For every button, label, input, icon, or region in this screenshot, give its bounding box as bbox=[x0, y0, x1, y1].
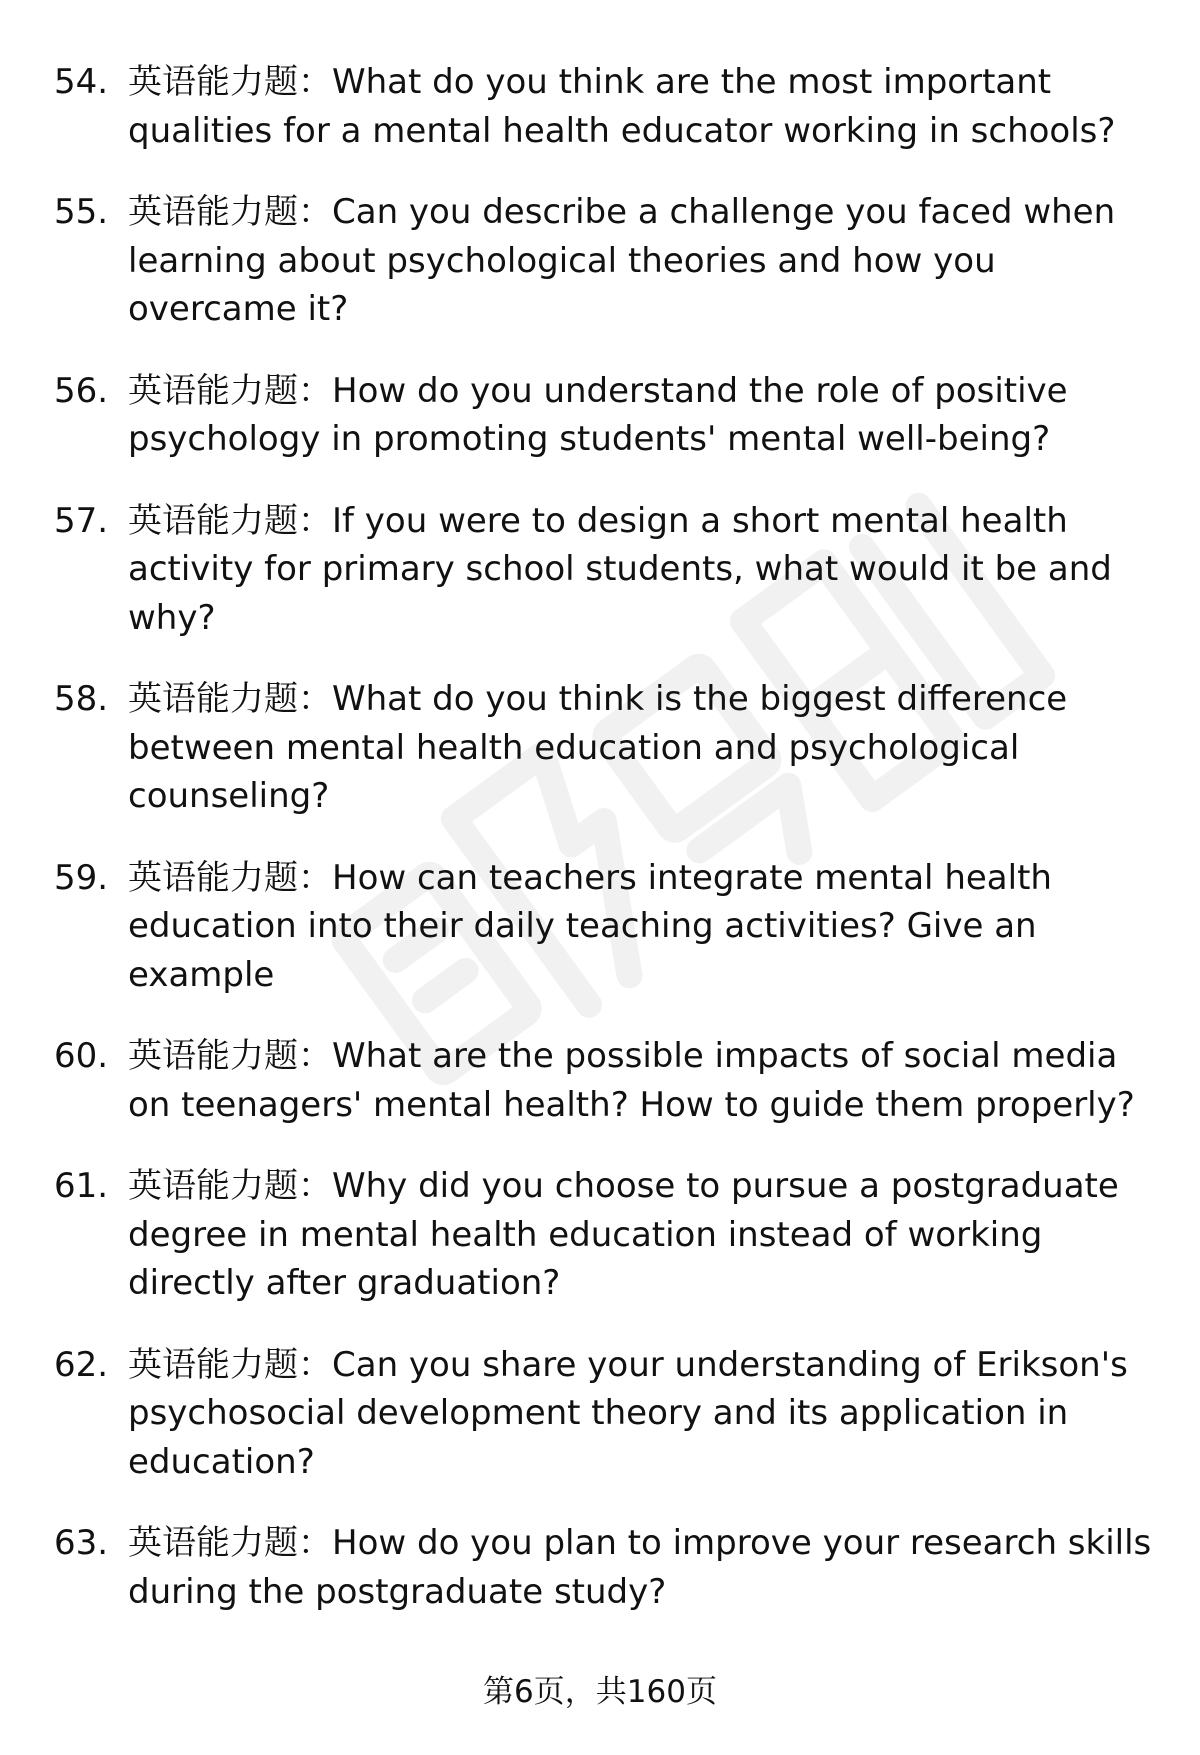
question-number: 54. bbox=[54, 62, 109, 102]
question-item-57 bbox=[54, 497, 1154, 643]
question-prefix: 英语能力题： bbox=[128, 1036, 332, 1076]
question-body: What do you think are the most important qualities for a mental health educator working in schools? bbox=[128, 62, 1116, 151]
question-text bbox=[128, 854, 1154, 1000]
question-number: 61. bbox=[54, 1166, 109, 1206]
question-text bbox=[128, 1162, 1154, 1308]
question-item-61 bbox=[54, 1162, 1154, 1308]
question-text bbox=[128, 58, 1154, 155]
page-number-footer: 第6页，共160页 bbox=[483, 1674, 717, 1710]
question-text bbox=[128, 1519, 1154, 1616]
question-number: 55. bbox=[54, 192, 109, 232]
question-item-58 bbox=[54, 675, 1154, 821]
question-number: 63. bbox=[54, 1523, 109, 1563]
question-text bbox=[128, 497, 1154, 643]
question-number: 58. bbox=[54, 679, 109, 719]
question-prefix: 英语能力题： bbox=[128, 857, 332, 898]
question-body: Can you share your understanding of Erikson's psychosocial development theory and its application in education? bbox=[128, 1344, 1128, 1482]
question-body: If you were to design a short mental health activity for primary school students, what would it be and why? bbox=[128, 500, 1112, 638]
question-item-55 bbox=[54, 188, 1154, 334]
question-prefix: 英语能力题： bbox=[128, 1523, 332, 1563]
question-number: 59. bbox=[54, 857, 109, 898]
question-body: Can you describe a challenge you faced when learning about psychological theories and how you overcame it? bbox=[128, 192, 1116, 329]
question-prefix: 英语能力题： bbox=[128, 62, 332, 102]
question-prefix: 英语能力题： bbox=[128, 370, 332, 411]
question-number: 56. bbox=[54, 370, 109, 411]
question-number: 62. bbox=[54, 1344, 109, 1385]
question-body: Why did you choose to pursue a postgraduate degree in mental health education instead of working directly after graduation? bbox=[128, 1166, 1119, 1303]
question-text bbox=[128, 1032, 1154, 1129]
question-prefix: 英语能力题： bbox=[128, 1166, 332, 1206]
question-prefix: 英语能力题： bbox=[128, 1344, 332, 1385]
question-item-63 bbox=[54, 1519, 1154, 1616]
question-item-54 bbox=[54, 58, 1154, 155]
question-number: 57. bbox=[54, 500, 109, 541]
question-list bbox=[54, 58, 1154, 1649]
question-number: 60. bbox=[54, 1036, 109, 1076]
question-text bbox=[128, 1341, 1154, 1487]
question-prefix: 英语能力题： bbox=[128, 192, 332, 232]
question-item-60 bbox=[54, 1032, 1154, 1129]
question-item-56 bbox=[54, 367, 1154, 464]
question-prefix: 英语能力题： bbox=[128, 500, 332, 541]
question-body: How do you understand the role of positive psychology in promoting students' mental well-being? bbox=[128, 370, 1068, 459]
question-prefix: 英语能力题： bbox=[128, 679, 332, 719]
question-body: What do you think is the biggest difference between mental health education and psychological counseling? bbox=[128, 679, 1068, 816]
question-item-62 bbox=[54, 1341, 1154, 1487]
question-body: What are the possible impacts of social media on teenagers' mental health? How to guide them properly? bbox=[128, 1036, 1135, 1125]
question-text bbox=[128, 675, 1154, 821]
question-item-59 bbox=[54, 854, 1154, 1000]
question-body: How can teachers integrate mental health education into their daily teaching activities? Give an example bbox=[128, 857, 1052, 995]
question-text bbox=[128, 188, 1154, 334]
question-body: How do you plan to improve your research skills during the postgraduate study? bbox=[128, 1523, 1152, 1612]
question-text bbox=[128, 367, 1154, 464]
